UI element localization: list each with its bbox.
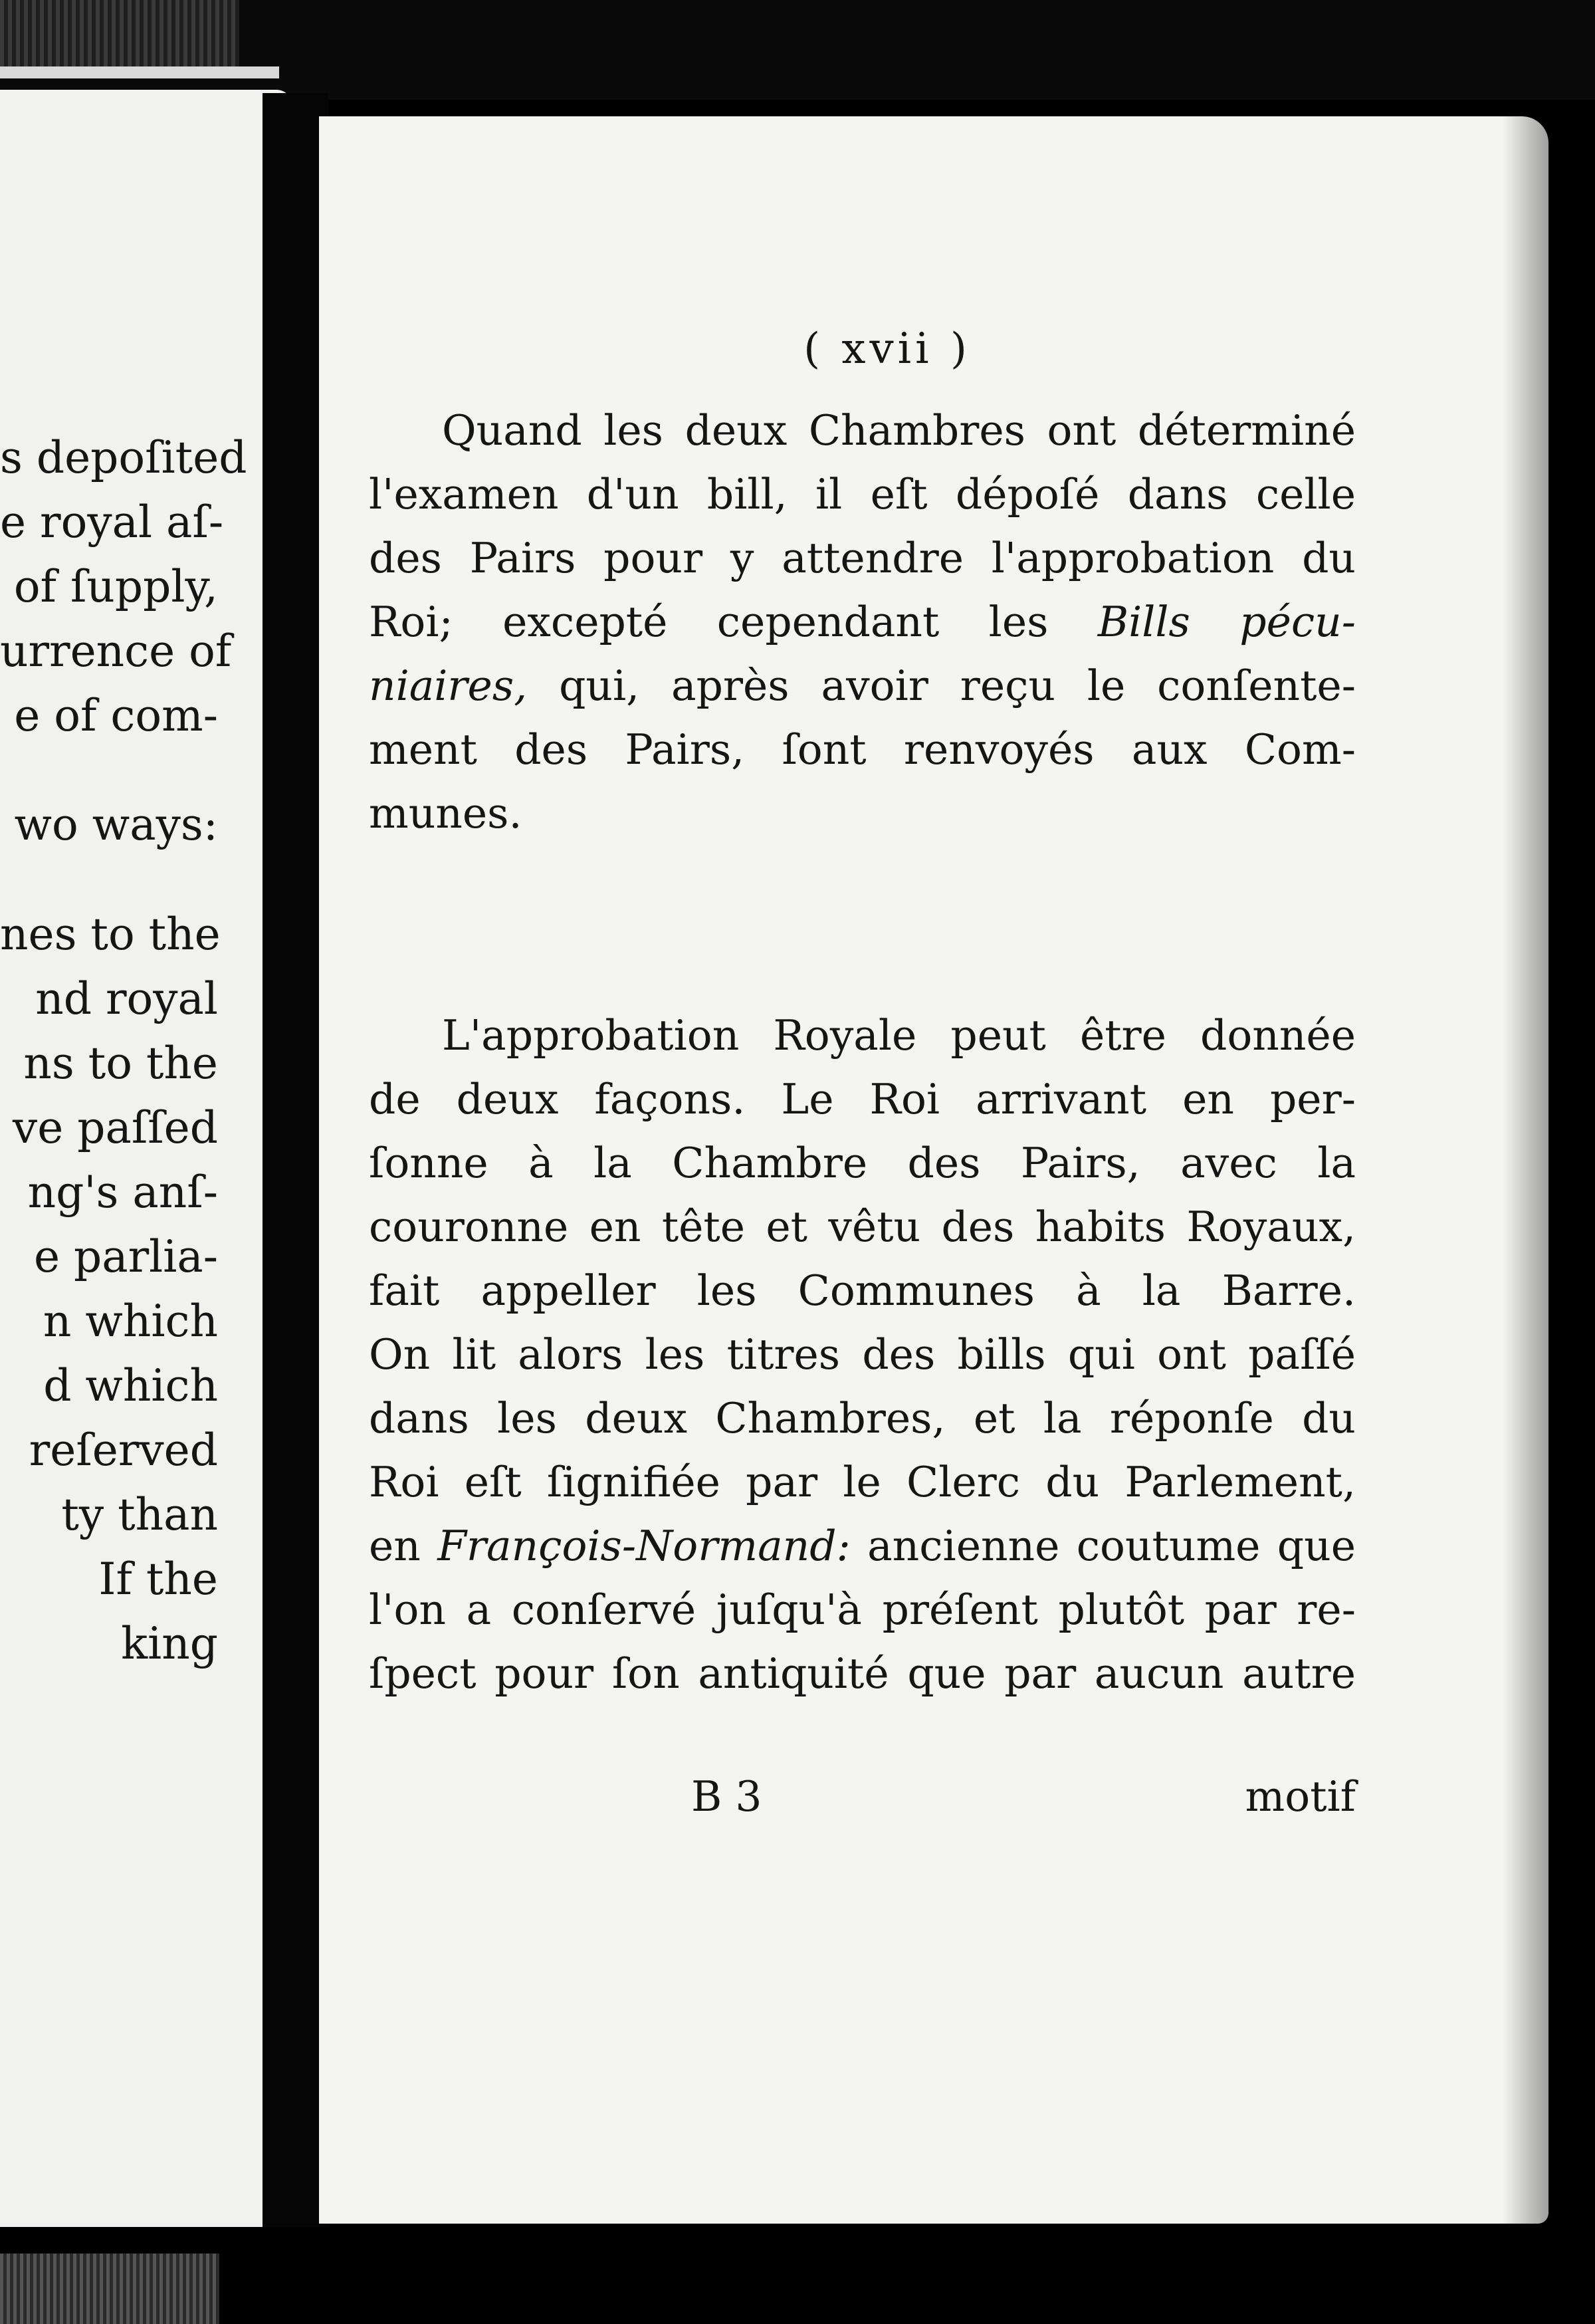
italic-term: niaires,	[369, 661, 528, 710]
text-line: couronne en tête et vêtu des habits Royaux,	[369, 1203, 1356, 1251]
left-line: If the	[98, 1554, 218, 1605]
text-line	[369, 654, 1356, 718]
left-line: ve paſſed	[12, 1102, 218, 1153]
page-shadow	[1502, 116, 1548, 2224]
text-line: l'examen d'un bill, il eſt dépoſé dans celle	[369, 470, 1356, 519]
text-line: des Pairs pour y attendre l'approbation du	[369, 534, 1356, 582]
paragraph-1	[369, 399, 1356, 846]
text-line: Roi eſt ſignifiée par le Clerc du Parlement,	[369, 1458, 1356, 1506]
text-line: ſpect pour ſon antiquité que par aucun autre	[369, 1649, 1356, 1698]
text-line	[369, 1514, 1356, 1578]
left-line: king	[121, 1618, 218, 1669]
page-number-header: ( xvii )	[803, 324, 971, 374]
left-page-fragment	[0, 90, 292, 2237]
text-line: dans les deux Chambres, et la réponſe du	[369, 1394, 1356, 1443]
scan-background-top	[0, 0, 1595, 100]
left-line: e of com-	[14, 690, 218, 741]
left-line: e parlia-	[33, 1231, 218, 1282]
text-line	[369, 590, 1356, 654]
left-line: d which	[43, 1360, 218, 1411]
text-line: munes.	[369, 789, 522, 838]
text-line: Quand les deux Chambres ont déterminé	[442, 406, 1356, 455]
italic-term: Bills pécu-	[1097, 598, 1356, 646]
paragraph-2	[369, 1004, 1356, 1706]
left-line: of ſupply,	[13, 561, 218, 612]
left-line: ng's anſ-	[27, 1167, 218, 1218]
page-footer	[691, 1765, 1356, 1829]
italic-term: François-Normand:	[437, 1522, 851, 1570]
text-line: fait appeller les Communes à la Barre.	[369, 1266, 1356, 1315]
text-span: ancienne coutume que	[867, 1522, 1356, 1570]
binding-tape-bottom	[0, 2254, 219, 2324]
text-line: ment des Pairs, ſont renvoyés aux Com-	[369, 725, 1356, 774]
left-line: ty than	[61, 1489, 218, 1540]
left-line: n which	[43, 1296, 218, 1347]
left-line: e royal aſ-	[0, 497, 224, 548]
text-line: On lit alors les titres des bills qui ont paſſé	[369, 1330, 1356, 1379]
scan-background-bottom	[0, 2227, 1595, 2324]
left-line: urrence of	[0, 626, 232, 677]
text-span: qui, après avoir reçu le conſente-	[559, 661, 1356, 710]
text-line: L'approbation Royale peut être donnée	[442, 1011, 1356, 1060]
text-span: Roi; excepté cependant les	[369, 598, 1049, 646]
left-line: s depoſited	[0, 432, 247, 483]
text-line: l'on a conſervé juſqu'à préſent plutôt par re-	[369, 1585, 1356, 1634]
text-line: de deux façons. Le Roi arrivant en per-	[369, 1075, 1356, 1123]
text-span: en	[369, 1522, 421, 1570]
left-line: reſerved	[29, 1425, 218, 1476]
left-line: wo ways:	[14, 799, 218, 850]
left-line: ns to the	[23, 1038, 218, 1089]
signature-mark: B 3	[691, 1772, 762, 1821]
text-line: ſonne à la Chambre des Pairs, avec la	[369, 1139, 1356, 1187]
catchword: motif	[1245, 1772, 1356, 1821]
binding-edge	[0, 66, 279, 78]
binding-tape-top	[0, 0, 239, 70]
left-line: nd royal	[35, 973, 218, 1024]
left-page-lines	[0, 425, 292, 1676]
left-line: nes to the	[0, 909, 221, 960]
